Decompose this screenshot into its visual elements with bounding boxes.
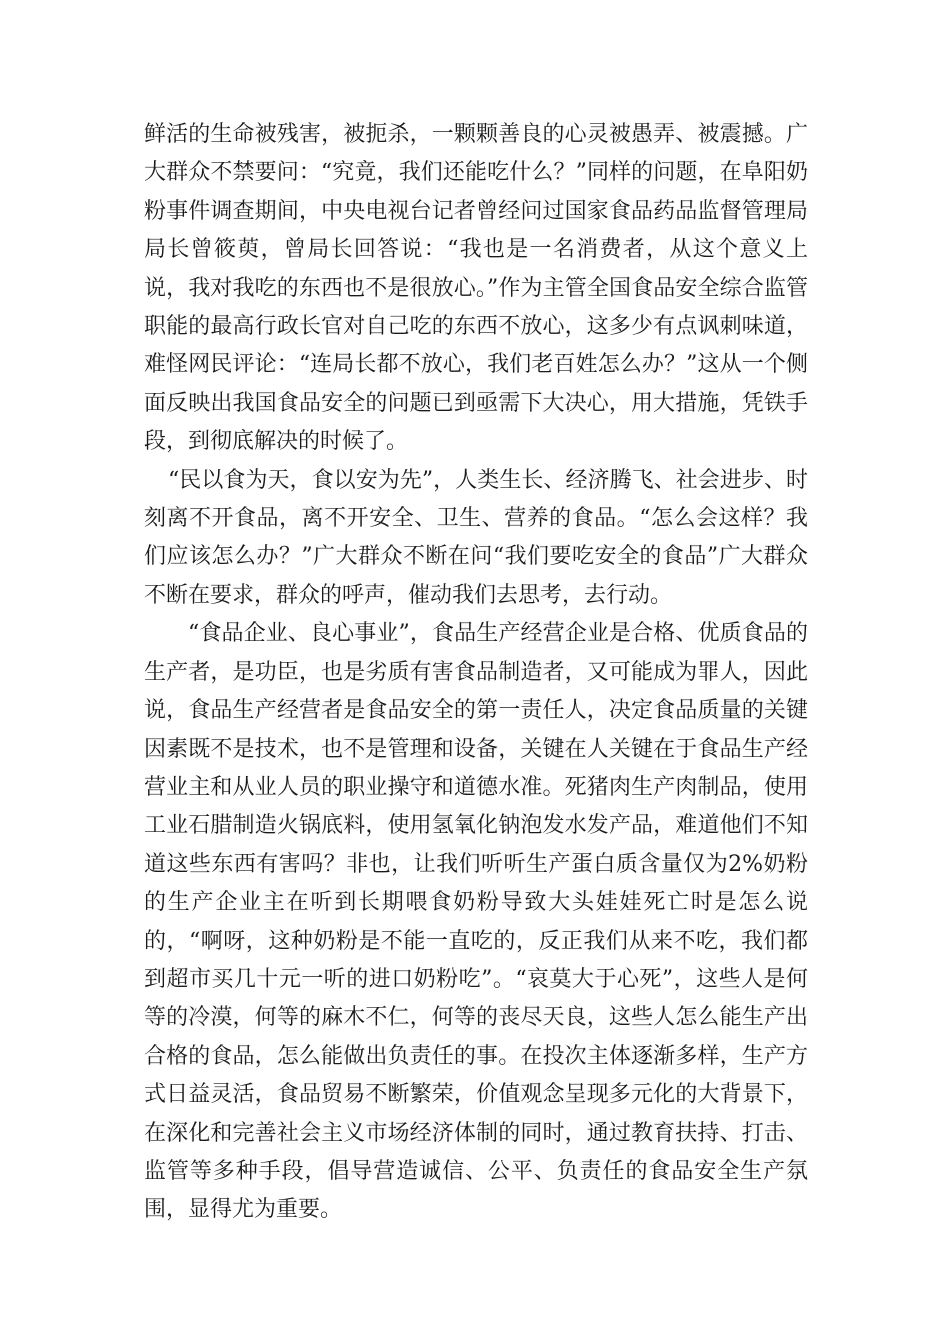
- paragraph-3: “食品企业、良心事业”，食品生产经营企业是合格、优质食品的生产者，是功臣，也是劣质有害食品制造者，又可能成为罪人，因此说，食品生产经营者是食品安全的第一责任人，决定食品质量的关键因素既不是技术，也不是管理和设备，关键在人关键在于食品生产经营业主和从业人员的职业操守和道德水准。死猪肉生产肉制品，使用工业石腊制造火锅底料，使用氢氧化钠泡发水发产品，难道他们不知道这些东西有害吗？非也，让我们听听生产蛋白质含量仅为2%奶粉的生产企业主在听到长期喂食奶粉导致大头娃娃死亡时是怎么说的，“啊呀，这种奶粉是不能一直吃的，反正我们从来不吃，我们都到超市买几十元一听的进口奶粉吃”。“哀莫大于心死”，这些人是何等的冷漠，何等的麻木不仁，何等的丧尽天良，这些人怎么能生产出合格的食品，怎么能做出负责任的事。在投次主体逐渐多样，生产方式日益灵活，食品贸易不断繁荣，价值观念呈现多元化的大背景下，在深化和完善社会主义市场经济体制的同时，通过教育扶持、打击、监管等多种手段，倡导营造诚信、公平、负责任的食品安全生产氛围，显得尤为重要。: [144, 621, 808, 1223]
- paragraph-2: “民以食为天，食以安为先”，人类生长、经济腾飞、社会进步、时刻离不开食品，离不开安全、卫生、营养的食品。“怎么会这样？我们应该怎么办？”广大群众不断在问“我们要吃安全的食品”广大群众不断在要求，群众的呼声，催动我们去思考，去行动。: [144, 467, 808, 608]
- paragraph-1: 鲜活的生命被残害，被扼杀，一颗颗善良的心灵被愚弄、被震撼。广大群众不禁要问：“究竟，我们还能吃什么？”同样的问题，在阜阳奶粉事件调查期间，中央电视台记者曾经问过国家食品药品监督管理局局长曾筱萸，曾局长回答说：“我也是一名消费者，从这个意义上说，我对我吃的东西也不是很放心。”作为主管全国食品安全综合监管职能的最高行政长官对自己吃的东西不放心，这多少有点讽刺味道，难怪网民评论：“连局长都不放心，我们老百姓怎么办？”这从一个侧面反映出我国食品安全的问题已到亟需下大决心，用大措施，凭铁手段，到彻底解决的时候了。: [144, 122, 808, 455]
- body-text: [144, 116, 808, 1230]
